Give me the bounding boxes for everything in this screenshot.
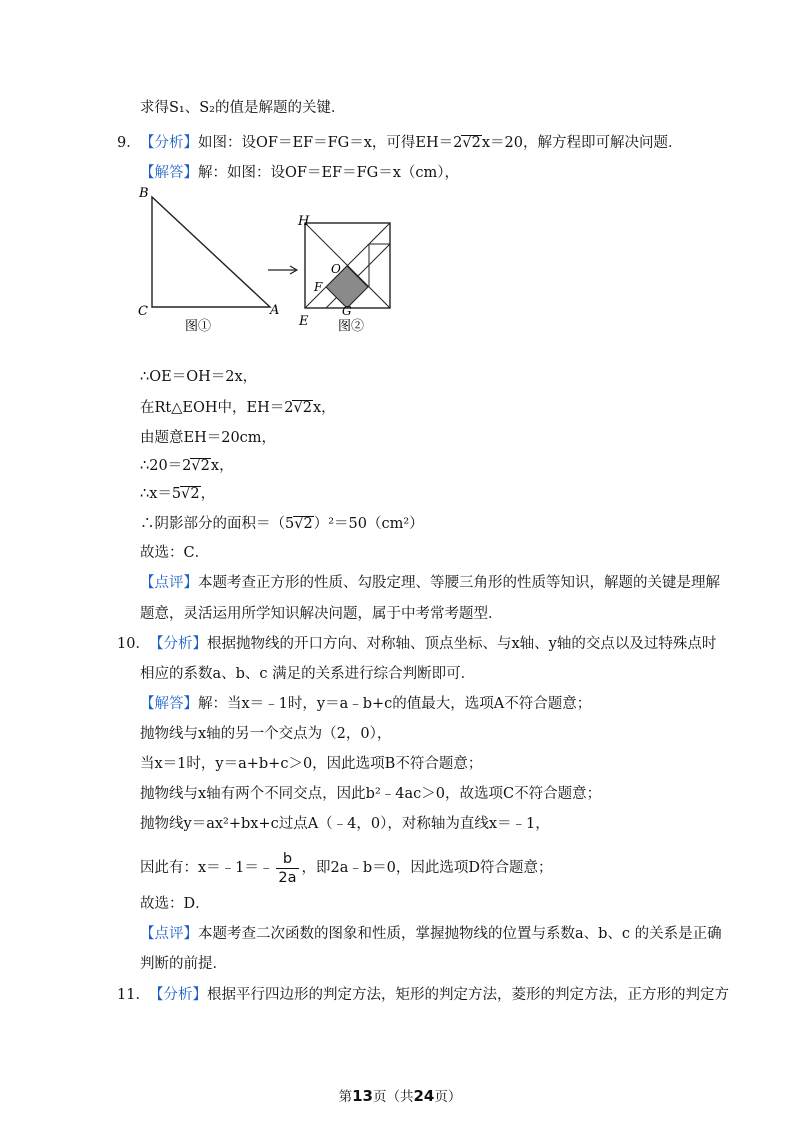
figure-1-right-triangle <box>138 186 279 334</box>
text-line: 抛物线与x轴有两个不同交点，因此b²﹣4ac＞0，故选项C不符合题意； <box>140 786 602 802</box>
text-line: 由题意EH＝20cm， <box>140 430 277 446</box>
question-10-analysis: 10．【分析】根据抛物线的开口方向、对称轴、顶点坐标、与x轴、y轴的交点以及过特殊点时 <box>117 636 717 652</box>
page-number: 13 <box>352 1087 373 1105</box>
comment-tag: 【点评】 <box>140 926 198 942</box>
figure-1-caption: 图① <box>185 319 212 334</box>
label-c: C <box>138 304 148 319</box>
label-g: G <box>342 304 352 318</box>
text-line: 抛物线y＝ax²+bx+c过点A（﹣4，0），对称轴为直线x＝﹣1， <box>140 816 550 832</box>
text-line: 当x＝1时，y＝a+b+c＞0，因此选项B不符合题意； <box>140 756 483 772</box>
text-line: ∴x＝5√2， <box>140 486 216 502</box>
geometry-figures <box>130 185 430 345</box>
question-11-analysis: 11．【分析】根据平行四边形的判定方法，矩形的判定方法，菱形的判定方法，正方形的判定方 <box>117 987 729 1003</box>
question-number: 9． <box>117 135 141 151</box>
figure-2-square-dissection <box>297 214 390 334</box>
analysis-tag: 【分析】 <box>149 987 207 1003</box>
question-10-answer: 【解答】解：当x＝﹣1时，y＝a﹣b+c的值最大，选项A不符合题意； <box>140 696 592 712</box>
answer-tag: 【解答】 <box>140 696 198 712</box>
label-o: O <box>331 262 341 276</box>
page-total: 24 <box>413 1087 435 1105</box>
answer-tag: 【解答】 <box>140 165 198 181</box>
label-h: H <box>298 214 310 229</box>
text-line: ∴OE＝OH＝2x， <box>140 369 258 385</box>
question-9-comment: 【点评】本题考查正方形的性质、勾股定理、等腰三角形的性质等知识，解题的关键是理解 <box>140 575 720 591</box>
arrow-icon <box>268 266 297 274</box>
text-line: 判断的前提． <box>140 956 227 972</box>
label-e: E <box>299 314 309 329</box>
label-f: F <box>314 280 323 294</box>
question-10-comment: 【点评】本题考查二次函数的图象和性质，掌握抛物线的位置与系数a、b、c 的关系是正确 <box>140 926 722 942</box>
label-b: B <box>139 186 149 201</box>
fraction: $\frac{b}{2a}$ <box>278 850 297 886</box>
label-a: A <box>270 303 280 318</box>
text-line: 求得S₁、S₂的值是解题的关键． <box>140 100 346 116</box>
question-9-answer-intro: 【解答】解：如图：设OF＝EF＝FG＝x（cm）， <box>140 165 460 181</box>
text-line: 相应的系数a、b、c 满足的关系进行综合判断即可． <box>140 666 476 682</box>
comment-tag: 【点评】 <box>140 575 198 591</box>
text-line: 抛物线与x轴的另一个交点为（2，0）， <box>140 726 392 742</box>
question-number: 11． <box>117 987 150 1003</box>
text-line: ∴20＝2√2x， <box>140 458 234 474</box>
analysis-tag: 【分析】 <box>149 636 207 652</box>
question-number: 10． <box>117 636 150 652</box>
figure-2-caption: 图② <box>338 319 365 334</box>
text-line: 因此有：x＝﹣1＝﹣ $\frac{b}{2a}$ ，即2a﹣b＝0，因此选项D符合题意； <box>140 850 553 886</box>
text-line: 故选：D． <box>140 896 210 912</box>
text-line: ∴阴影部分的面积＝（5√2）²＝50（cm²） <box>140 516 424 532</box>
text-line: 故选：C． <box>140 545 210 561</box>
text-line: 在Rt△EOH中，EH＝2√2x， <box>140 400 336 416</box>
page-footer: 第13页（共24页） <box>338 1087 462 1105</box>
text-line: 题意，灵活运用所学知识解决问题，属于中考常考题型． <box>140 606 503 622</box>
sqrt-symbol: √2 <box>462 135 481 151</box>
question-9-analysis: 9．【分析】如图：设OF＝EF＝FG＝x，可得EH＝2√2x＝20，解方程即可解决问题． <box>117 135 683 151</box>
analysis-tag: 【分析】 <box>140 135 198 151</box>
